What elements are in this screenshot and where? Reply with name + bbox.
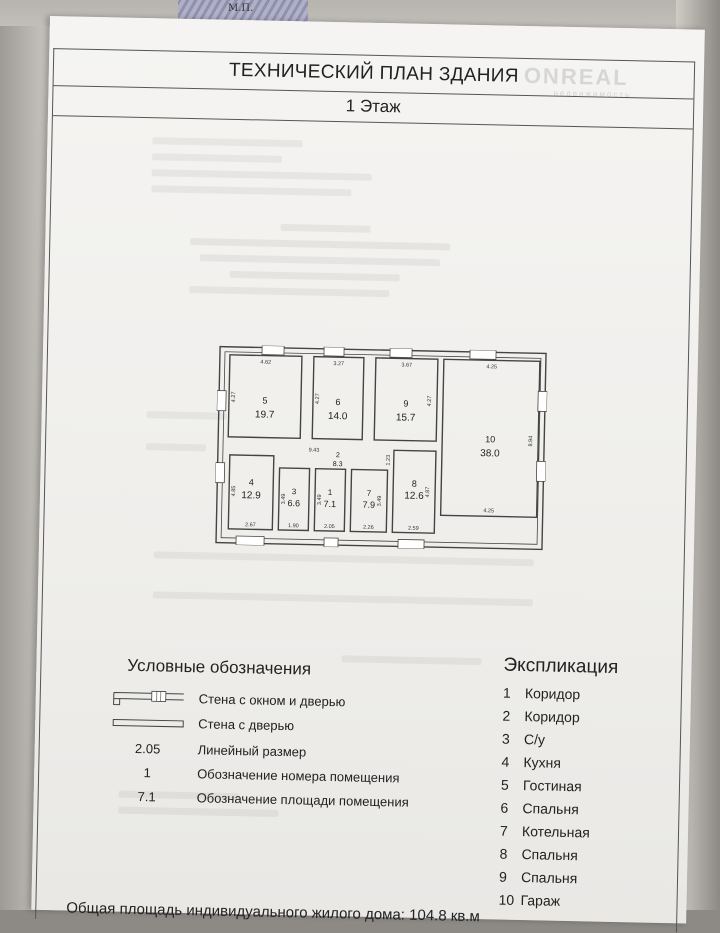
explication-number: 8	[499, 846, 521, 862]
dimension-label: 3.49	[317, 494, 323, 505]
explication-item	[502, 708, 580, 726]
explication-title: Экспликация	[503, 655, 618, 679]
dimension-label: 3.49	[377, 496, 383, 507]
legend-label: Стена с дверью	[198, 716, 294, 733]
dimension-label: 4.85	[231, 486, 237, 497]
explication-item	[498, 892, 560, 909]
room-area: 19.7	[255, 409, 275, 420]
legend-row	[105, 764, 400, 785]
dimension-label: 4.27	[427, 396, 433, 407]
window-mark	[470, 350, 496, 360]
legend-row	[106, 740, 307, 759]
explication-name: С/у	[524, 731, 545, 747]
show-through-text	[190, 238, 450, 250]
show-through-text	[152, 169, 372, 181]
show-through-text	[152, 137, 302, 147]
room-area: 6.6	[287, 498, 300, 508]
document-sheet	[31, 16, 705, 924]
document-title: ТЕХНИЧЕСКИЙ ПЛАН ЗДАНИЯ	[54, 49, 695, 99]
total-area: Общая площадь индивидуального жилого дома: 104.8 кв.м	[66, 900, 480, 926]
floor-plan	[214, 345, 548, 552]
explication-number: 6	[500, 800, 522, 816]
dimension-label: 8.94	[528, 436, 534, 447]
room-area: 7.9	[362, 500, 375, 510]
room-area: 7.1	[323, 499, 336, 509]
explication-number: 10	[498, 892, 520, 908]
explication-item	[501, 777, 582, 795]
dimension-label: 9.43	[309, 448, 320, 454]
show-through-text	[146, 443, 206, 451]
explication-item	[503, 685, 581, 703]
explication-number: 3	[502, 731, 524, 747]
legend-title: Условные обозначения	[127, 656, 311, 680]
dimension-label: 2.26	[363, 525, 374, 531]
explication-number: 5	[501, 777, 523, 793]
show-through-text	[118, 807, 278, 817]
window-mark	[324, 538, 338, 547]
dimension-label: 4.62	[260, 359, 271, 365]
explication-name: Коридор	[524, 708, 580, 725]
dimension-label: 2.67	[245, 522, 256, 528]
show-through-text	[147, 411, 227, 420]
show-through-text	[152, 153, 282, 163]
explication-number: 7	[500, 823, 522, 839]
floor-plan-drawing	[214, 345, 548, 552]
room-area: 14.0	[328, 411, 348, 422]
room-number: 4	[249, 477, 254, 487]
explication-name: Кухня	[523, 754, 561, 771]
floor-label: 1 Этаж	[53, 85, 694, 129]
explication-name: Гостиная	[523, 777, 582, 794]
window-mark	[215, 463, 224, 483]
room-number: 1	[328, 488, 333, 497]
show-through-text	[342, 655, 482, 665]
watermark-sub: недвижимость	[553, 89, 631, 100]
window-mark	[324, 347, 344, 356]
room-number: 10	[485, 434, 495, 444]
legend-label: Линейный размер	[198, 742, 307, 759]
explication-item	[501, 754, 561, 771]
window-mark	[217, 391, 226, 411]
window-mark	[398, 539, 424, 549]
legend-row	[107, 684, 346, 713]
explication-number: 9	[499, 869, 521, 885]
explication-number: 2	[502, 708, 524, 724]
dimension-label: 4.25	[483, 508, 494, 514]
explication-item	[502, 731, 545, 748]
watermark-brand: ONREAL	[524, 63, 629, 91]
legend-symbol: 7.1	[105, 788, 189, 805]
explication-item	[500, 800, 579, 818]
show-through-text	[200, 254, 440, 266]
room-area: 15.7	[396, 412, 416, 423]
explication-name: Котельная	[522, 823, 590, 840]
room-area: 38.0	[480, 448, 500, 459]
room-number: 2	[336, 452, 340, 459]
window-mark	[536, 461, 545, 481]
legend-symbol: 1	[105, 764, 189, 781]
explication-name: Гараж	[520, 892, 560, 909]
room-number: 8	[412, 479, 417, 489]
show-through-text	[230, 271, 400, 282]
dimension-label: 3.49	[281, 494, 287, 505]
explication-name: Спальня	[521, 846, 578, 863]
explication-item	[500, 823, 590, 841]
dimension-label: 4.27	[315, 393, 321, 404]
legend-label: Обозначение номера помещения	[197, 766, 400, 785]
explication-number: 4	[501, 754, 523, 770]
dimension-label: 2.05	[324, 524, 335, 530]
dimension-label: 3.27	[333, 361, 344, 367]
show-through-text	[154, 551, 534, 566]
wall-door-symbol	[106, 717, 190, 729]
legend-symbol: 2.05	[106, 740, 190, 757]
explication-name: Спальня	[521, 869, 578, 886]
room-area: 12.9	[241, 490, 261, 501]
explication-number: 1	[503, 685, 525, 701]
show-through-text	[281, 224, 371, 233]
dimension-label: 4.25	[486, 364, 497, 370]
document-frame	[35, 48, 695, 932]
show-through-text	[153, 591, 533, 606]
explication-item	[499, 846, 578, 864]
legend-label: Стена с окном и дверью	[199, 691, 346, 709]
dimension-label: 3.67	[401, 362, 412, 368]
room-number: 7	[367, 489, 372, 498]
room-number: 6	[335, 397, 340, 407]
explication-item	[499, 869, 578, 887]
room-number: 9	[403, 398, 408, 408]
window-mark	[236, 536, 264, 546]
dimension-label: 2.59	[408, 526, 419, 532]
show-through-text	[189, 286, 389, 297]
window-mark	[538, 391, 547, 411]
stamp-text: М.П.	[228, 3, 253, 14]
room-area: 12.6	[404, 491, 424, 502]
dimension-label: 1.23	[386, 455, 392, 466]
explication-name: Коридор	[525, 685, 581, 702]
window-mark	[390, 348, 412, 357]
explication-name: Спальня	[522, 800, 579, 817]
dimension-label: 1.90	[288, 523, 299, 529]
show-through-text	[151, 185, 351, 196]
wall-window-door-symbol	[107, 684, 191, 710]
room-number: 3	[292, 487, 297, 496]
legend-label: Обозначение площади помещения	[197, 790, 409, 809]
dimension-label: 4.27	[231, 392, 237, 403]
window-mark	[262, 346, 284, 355]
room-area: 8.3	[333, 461, 343, 468]
legend-row	[106, 714, 294, 733]
room-number: 5	[262, 396, 267, 406]
dimension-label: 4.87	[425, 487, 431, 498]
